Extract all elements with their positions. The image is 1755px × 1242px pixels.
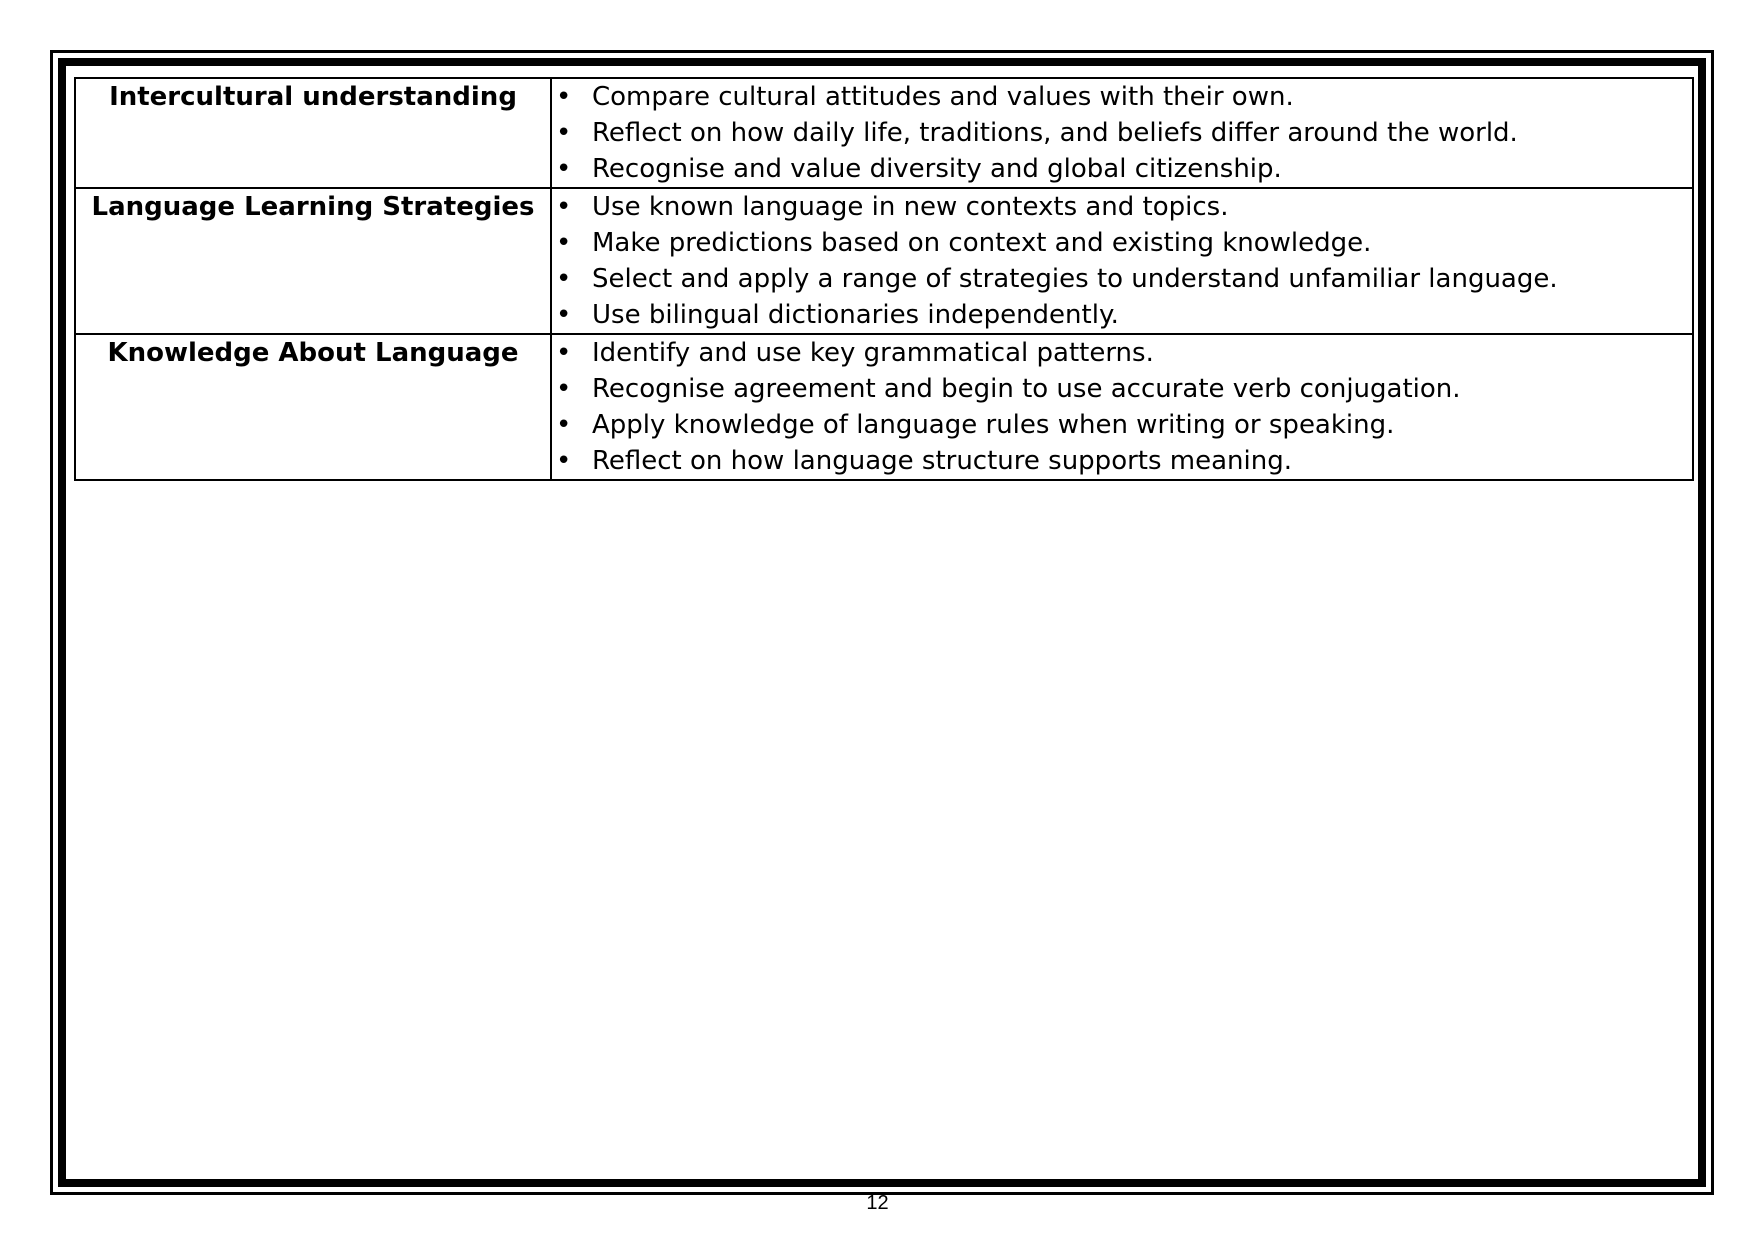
- list-item: [552, 371, 1692, 407]
- list-item-text: Reflect on how daily life, traditions, and beliefs differ around the world.: [592, 118, 1518, 148]
- list-item: [552, 225, 1692, 261]
- row-content: [551, 334, 1693, 480]
- bullet-icon: •: [556, 154, 572, 184]
- list-item: [552, 79, 1692, 115]
- bullet-icon: •: [556, 228, 572, 258]
- list-item-text: Compare cultural attitudes and values with their own.: [592, 82, 1294, 112]
- list-item-text: Recognise agreement and begin to use accurate verb conjugation.: [592, 374, 1461, 404]
- list-item-text: Select and apply a range of strategies to understand unfamiliar language.: [592, 264, 1558, 294]
- skills-table: [74, 77, 1694, 481]
- table-row: [75, 188, 1693, 334]
- bullet-icon: •: [556, 374, 572, 404]
- row-content: [551, 78, 1693, 188]
- row-label: Knowledge About Language: [75, 334, 551, 480]
- list-item: [552, 407, 1692, 443]
- list-item: [552, 261, 1692, 297]
- list-item-text: Recognise and value diversity and global citizenship.: [592, 154, 1282, 184]
- row-content: [551, 188, 1693, 334]
- list-item-text: Use known language in new contexts and topics.: [592, 192, 1229, 222]
- bullet-icon: •: [556, 264, 572, 294]
- list-item: [552, 335, 1692, 371]
- list-item-text: Reflect on how language structure supports meaning.: [592, 446, 1292, 476]
- list-item: [552, 151, 1692, 187]
- row-label: Intercultural understanding: [75, 78, 551, 188]
- bullet-list: [552, 189, 1692, 333]
- bullet-icon: •: [556, 446, 572, 476]
- bullet-list: [552, 79, 1692, 187]
- list-item-text: Apply knowledge of language rules when writing or speaking.: [592, 410, 1395, 440]
- list-item-text: Use bilingual dictionaries independently.: [592, 300, 1119, 330]
- bullet-list: [552, 335, 1692, 479]
- bullet-icon: •: [556, 338, 572, 368]
- list-item: [552, 115, 1692, 151]
- table-row: [75, 78, 1693, 188]
- bullet-icon: •: [556, 410, 572, 440]
- list-item: [552, 189, 1692, 225]
- table-row: [75, 334, 1693, 480]
- bullet-icon: •: [556, 300, 572, 330]
- row-label: Language Learning Strategies: [75, 188, 551, 334]
- bullet-icon: •: [556, 118, 572, 148]
- page-number: 12: [866, 1192, 889, 1214]
- list-item-text: Make predictions based on context and existing knowledge.: [592, 228, 1372, 258]
- list-item-text: Identify and use key grammatical patterns.: [592, 338, 1154, 368]
- list-item: [552, 443, 1692, 479]
- bullet-icon: •: [556, 82, 572, 112]
- bullet-icon: •: [556, 192, 572, 222]
- list-item: [552, 297, 1692, 333]
